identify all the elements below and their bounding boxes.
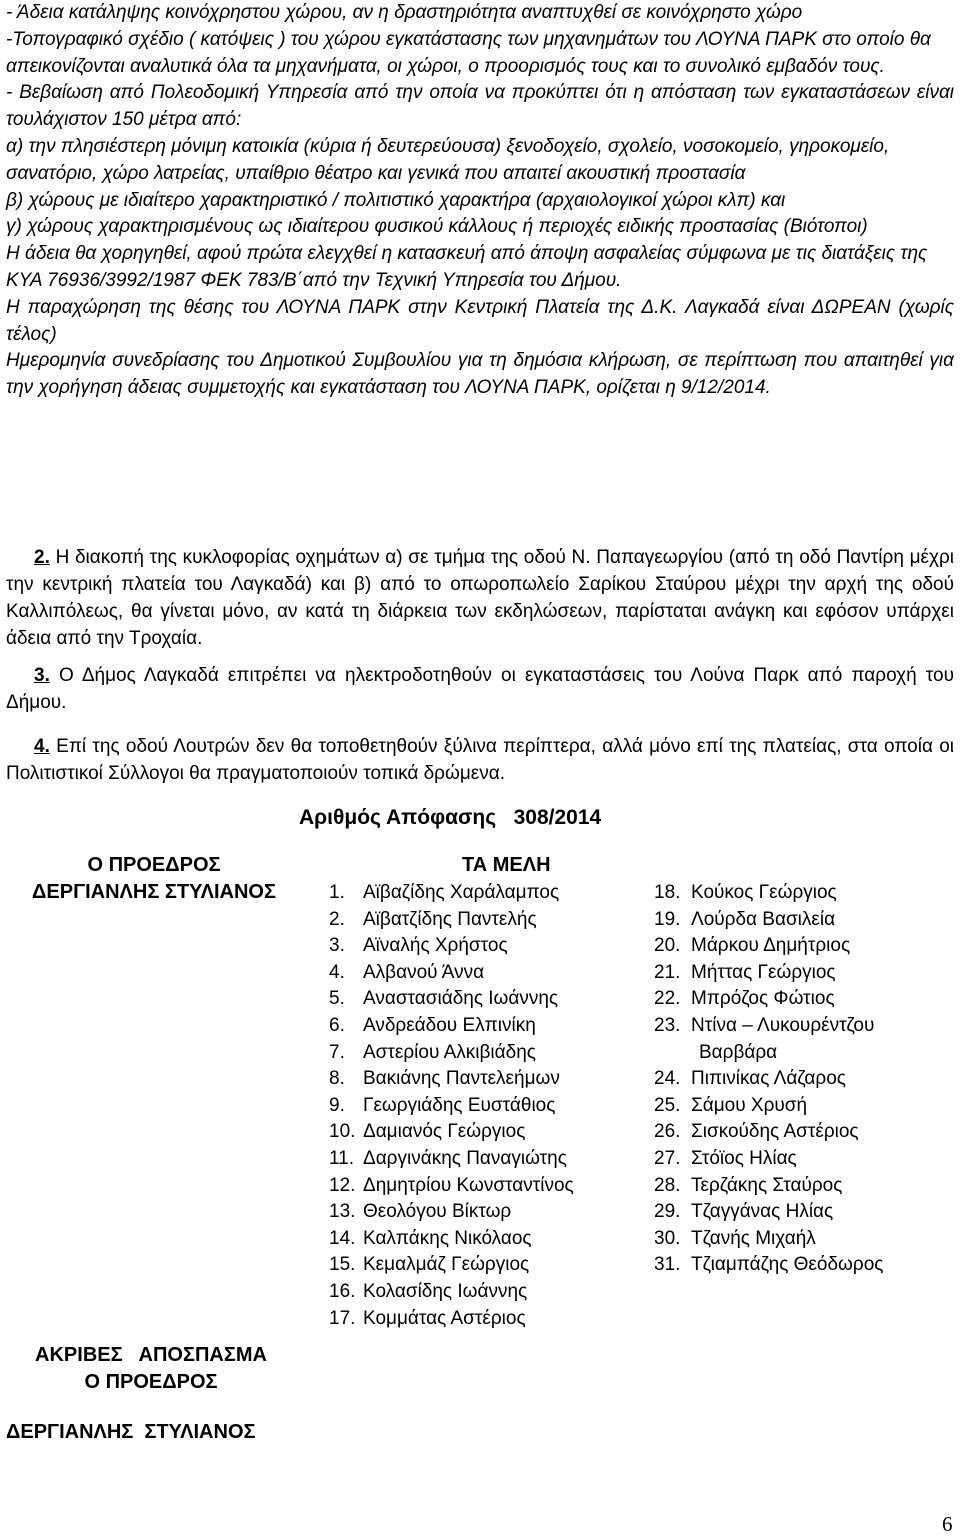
list-item: 21. Μήττας Γεώργιος [654,961,836,983]
list-item: 14. Καλπάκης Νικόλαος [329,1227,532,1249]
decision-item-3 [6,662,954,716]
list-item: 23. Ντίνα – Λυκουρέντζου [654,1014,875,1036]
list-item-continuation: Βαρβάρα [699,1041,778,1063]
members-title: ΤΑ ΜΕΛΗ [462,854,551,876]
lottery-date-note: Ημερομηνία συνεδρίασης του Δημοτικού Συμβουλίου για τη δημόσια κλήρωση, σε περίπτωση που απαιτηθεί για την χορήγηση άδειας συμμετοχής και εγκατάσταση του ΛΟΥΝΑ ΠΑΡΚ, ορίζεται η 9/12/2014. [6,350,954,399]
list-item: 7. Αστερίου Αλκιβιάδης [329,1041,536,1063]
list-item: 5. Αναστασιάδης Ιωάννης [329,988,559,1010]
list-item: 9. Γεωργιάδης Ευστάθιος [329,1094,556,1116]
list-item: 20. Μάρκου Δημήτριος [654,935,851,957]
item-text: Η διακοπή της κυκλοφορίας οχημάτων α) σε τμήμα της οδού Ν. Παπαγεωργίου (από τη οδό Παντίρη μέχρι την κεντρική πλατεία του Λαγκαδά) και β) από το οπωροπωλείο Σαρίκου Σταύρου μέχρι την αρχή της οδού Καλλιπόλεως, θα γίνεται μόνο, αν κατά τη διάρκεια των εκδηλώσεων, παρίσταται ανάγκη και εφόσον υπάρχει άδεια από την Τροχαία. [6,547,955,649]
item-number: 3. [34,665,50,686]
list-item: 12. Δημητρίου Κωνσταντίνος [329,1174,574,1196]
requirement-certificate: - Βεβαίωση από Πολεοδομική Υπηρεσία από την οποία να προκύπτει ότι η απόσταση των εγκαταστάσεων είναι τουλάχιστον 150 μέτρα από: [6,82,954,131]
list-item: 3. Αϊναλής Χρήστος [329,935,508,957]
certified-president-name: ΔΕΡΓΙΑΝΛΗΣ ΣΤΥΛΙΑΝΟΣ [6,1421,256,1443]
requirement-common-space: - Άδεια κατάληψης κοινόχρηστου χώρου, αν η δραστηριότητα αναπτυχθεί σε κοινόχρηστο χώρο [6,2,803,23]
decision-number: Αριθμός Απόφασης 308/2014 [299,806,602,829]
list-item: 26. Σισκούδης Αστέριος [654,1121,859,1143]
president-signature [6,852,302,906]
requirement-c: γ) χώρους χαρακτηρισμένους ως ιδιαίτερου φυσικού κάλλους ή περιοχές ειδικής προστασίας (Βιότοποι) [6,216,868,238]
members-list-left [329,880,574,1332]
license-granting-note: Η άδεια θα χορηγηθεί, αφού πρώτα ελεγχθεί η κατασκευή από άποψη ασφαλείας σύμφωνα με τις διατάξεις της ΚΥΑ 76936/3992/1987 ΦΕΚ 783/Β΄από την Τεχνική Υπηρεσία του Δήμου. [6,243,928,291]
list-item: 1. Αϊβαζίδης Χαράλαμπος [329,882,560,903]
list-item: 10. Δαμιανός Γεώργιος [329,1121,526,1143]
certified-copy-block [6,1342,296,1396]
list-item: 17. Κομμάτας Αστέριος [329,1307,526,1329]
list-item: 16. Κολασίδης Ιωάννης [329,1280,528,1302]
requirement-a: α) την πλησιέστερη μόνιμη κατοικία (κύρια ή δευτερεύουσα) ξενοδοχείο, σχολείο, νοσοκομείο, γηροκομείο, σανατόριο, χώρο λατρείας, υπαίθριο θέατρο και γενικά που απαιτεί ακουστική προστασία [6,135,890,184]
certified-copy-label: ΑΚΡΙΒΕΣ ΑΠΟΣΠΑΣΜΑ [35,1344,267,1366]
list-item: 28. Τερζάκης Σταύρος [654,1174,843,1196]
list-item: 24. Πιπινίκας Λάζαρος [654,1068,846,1090]
page-number: 6 [942,1512,953,1536]
item-number: 2. [34,547,50,568]
list-item: 8. Βακιάνης Παντελεήμων [329,1068,560,1090]
list-item: 25. Σάμου Χρυσή [654,1094,808,1116]
certified-president-title: Ο ΠΡΟΕΔΡΟΣ [84,1371,218,1393]
list-item: 15. Κεμαλμάζ Γεώργιος [329,1254,530,1276]
members-list-right [654,880,883,1279]
requirements-block [6,0,954,402]
list-item: 6. Ανδρεάδου Ελπινίκη [329,1014,536,1036]
list-item: 19. Λούρδα Βασιλεία [654,908,836,930]
president-name: ΔΕΡΓΙΑΝΛΗΣ ΣΤΥΛΙΑΝΟΣ [32,881,276,903]
president-title: Ο ΠΡΟΕΔΡΟΣ [87,854,221,876]
list-item: 4. Αλβανού Άννα [329,961,485,983]
decision-item-2 [6,544,954,652]
item-text: Επί της οδού Λουτρών δεν θα τοποθετηθούν ξύλινα περίπτερα, αλλά μόνο επί της πλατείας, στα οποία οι Πολιτιστικοί Σύλλογοι θα πραγματοποιούν τοπικά δρώμενα. [6,736,954,784]
requirement-topographic-plan: -Τοπογραφικό σχέδιο ( κατόψεις ) του χώρου εγκατάστασης των μηχανημάτων του ΛΟΥΝΑ ΠΑΡΚ στο οποίο θα απεικονίζονται αναλυτικά όλα τα μηχανήματα, οι χώροι, ο προορισμός τους και το συνολικό εμβαδόν τους. [6,28,931,77]
list-item: 22. Μπρόζος Φώτιος [654,988,835,1010]
list-item: 13. Θεολόγου Βίκτωρ [329,1201,512,1223]
list-item: 31. Τζιαμπάζης Θεόδωρος [654,1254,884,1276]
list-item: 11. Δαργινάκης Παναγιώτης [329,1147,567,1169]
item-text: Ο Δήμος Λαγκαδά επιτρέπει να ηλεκτροδοτηθούν οι εγκαταστάσεις του Λούνα Παρκ από παροχή του Δήμου. [6,665,954,713]
list-item: 27. Στόϊος Ηλίας [654,1147,797,1169]
list-item: 30. Τζανής Μιχαήλ [654,1227,816,1249]
list-item: 18. Κούκος Γεώργιος [654,882,837,903]
list-item: 2. Αϊβατζίδης Παντελής [329,908,537,930]
requirement-b: β) χώρους με ιδιαίτερο χαρακτηριστικό / πολιτιστικό χαρακτήρα (αρχαιολογικοί χώροι κλπ) και [6,189,786,211]
item-number: 4. [34,736,50,757]
free-concession-note: Η παραχώρηση της θέσης του ΛΟΥΝΑ ΠΑΡΚ στην Κεντρική Πλατεία της Δ.Κ. Λαγκαδά είναι ΔΩΡΕΑΝ (χωρίς τέλος) [6,296,954,345]
list-item: 29. Τζαγγάνας Ηλίας [654,1201,834,1223]
decision-item-4 [6,733,954,787]
